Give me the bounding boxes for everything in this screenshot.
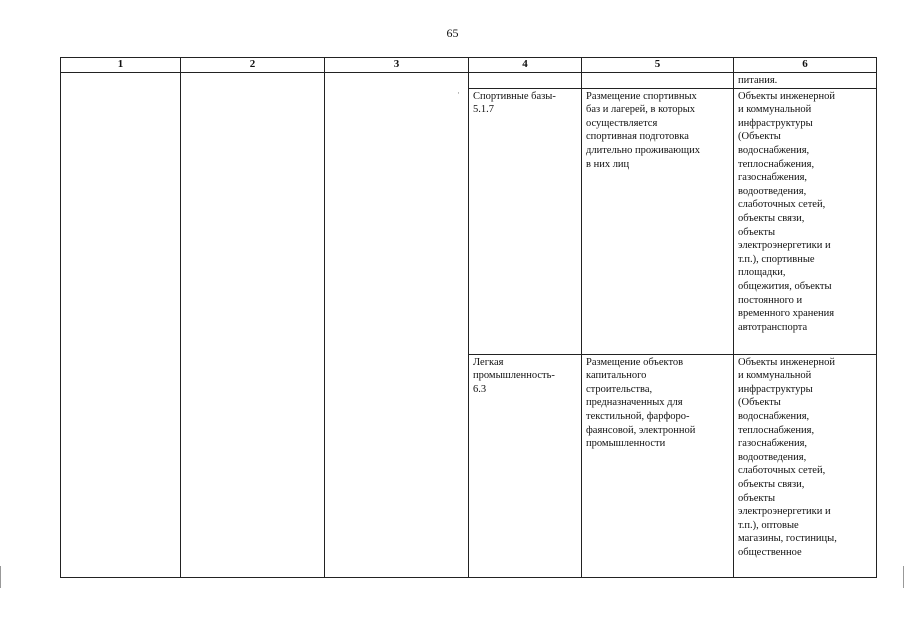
column-header-1: 1 <box>61 58 181 73</box>
cell-col2-empty <box>181 73 325 578</box>
zoning-table <box>60 57 877 578</box>
cell-continuation-text <box>734 73 877 89</box>
column-header-6: 6 <box>734 58 877 73</box>
column-header-2: 2 <box>181 58 325 73</box>
use-type-text: Легкая промышленность- 6.3 <box>473 356 555 395</box>
table-header-row <box>61 58 877 73</box>
column-header-3: 3 <box>325 58 469 73</box>
cell-col4-empty <box>469 73 582 89</box>
scan-artifact-mark: · <box>457 88 460 98</box>
cell-use-type <box>469 354 582 577</box>
scan-margin-tick-left <box>0 566 1 588</box>
cell-col3-empty <box>325 73 469 578</box>
column-header-4: 4 <box>469 58 582 73</box>
description-text: Размещение объектов капитального строительства, предназначенных для текстильной, фарфоро- фаянсовой, электронной промышленности <box>586 356 696 450</box>
use-type-text: Спортивные базы- 5.1.7 <box>473 90 556 116</box>
cell-use-type <box>469 88 582 354</box>
cell-description <box>582 354 734 577</box>
auxiliary-uses-text: Объекты инженерной и коммунальной инфраструктуры (Объекты водоснабжения, теплоснабжения, газоснабжения, водоотведения, слаботочных сетей, объекты связи, объекты электроэнергетики и т.п.), спортивные площадки, общежития, объекты постоянного и временного хранения автотранспорта <box>738 90 836 333</box>
column-header-5: 5 <box>582 58 734 73</box>
cell-col5-empty <box>582 73 734 89</box>
cell-description <box>582 88 734 354</box>
cell-auxiliary-uses <box>734 354 877 577</box>
cell-auxiliary-uses <box>734 88 877 354</box>
auxiliary-uses-text: Объекты инженерной и коммунальной инфраструктуры (Объекты водоснабжения, теплоснабжения, газоснабжения, водоотведения, слаботочных сетей, объекты связи, объекты электроэнергетики и т.п.), оптовые магазины, гостиницы, общественное <box>738 356 837 558</box>
scan-margin-tick-right <box>903 566 904 588</box>
continuation-text: питания. <box>738 75 778 86</box>
table-row-continuation <box>61 73 877 89</box>
description-text: Размещение спортивных баз и лагерей, в которых осуществляется спортивная подготовка длительно проживающих в них лиц <box>586 90 700 170</box>
page-number: 65 <box>446 26 459 40</box>
cell-col1-empty <box>61 73 181 578</box>
